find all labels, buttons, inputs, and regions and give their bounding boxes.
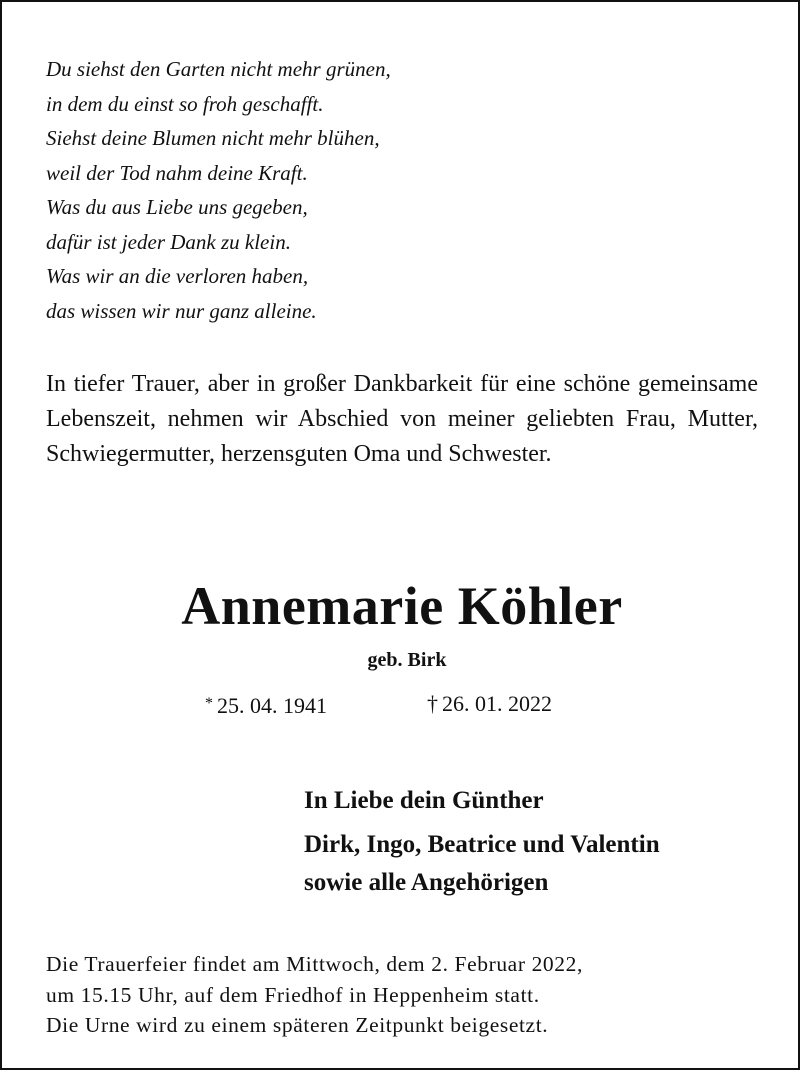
funeral-service-info (46, 949, 776, 1041)
birth-date (205, 689, 327, 721)
service-line: Die Urne wird zu einem späteren Zeitpunkt beigesetzt. (46, 1013, 549, 1037)
death-date-value: 26. 01. 2022 (442, 691, 552, 716)
service-line: Die Trauerfeier findet am Mittwoch, dem 2. Februar 2022, (46, 952, 583, 976)
poem-line: Was wir an die verloren haben, (46, 264, 309, 288)
death-cross-icon: † (427, 691, 438, 716)
children-line: Dirk, Ingo, Beatrice und Valentin (304, 831, 660, 858)
poem-line: Du siehst den Garten nicht mehr grünen, (46, 57, 391, 81)
birth-date-value: 25. 04. 1941 (217, 693, 327, 718)
mourners (304, 782, 774, 902)
poem-line: weil der Tod nahm deine Kraft. (46, 160, 308, 185)
birth-name: geb. Birk (367, 649, 447, 671)
death-date (427, 689, 552, 719)
birth-star-icon: * (205, 695, 213, 712)
service-line: um 15.15 Uhr, auf dem Friedhof in Heppenheim statt. (46, 982, 540, 1007)
spouse-line: In Liebe dein Günther (304, 787, 544, 814)
deceased-name: Annemarie Köhler (181, 576, 623, 636)
poem-line: das wissen wir nur ganz alleine. (46, 298, 317, 323)
poem-line: in dem du einst so froh geschafft. (46, 91, 324, 116)
poem-line: Siehst deine Blumen nicht mehr blühen, (46, 126, 380, 150)
poem-line: Was du aus Liebe uns gegeben, (46, 195, 308, 219)
intro-paragraph: In tiefer Trauer, aber in großer Dankbarkeit für eine schöne gemeinsame Lebenszeit, nehmen wir Abschied von meiner geliebten Frau, Mutter, Schwiegermutter, herzensguten Oma und Schwester. (46, 371, 758, 467)
poem-line: dafür ist jeder Dank zu klein. (46, 229, 291, 254)
poem (46, 52, 476, 328)
relatives-line: sowie alle Angehörigen (304, 869, 549, 896)
